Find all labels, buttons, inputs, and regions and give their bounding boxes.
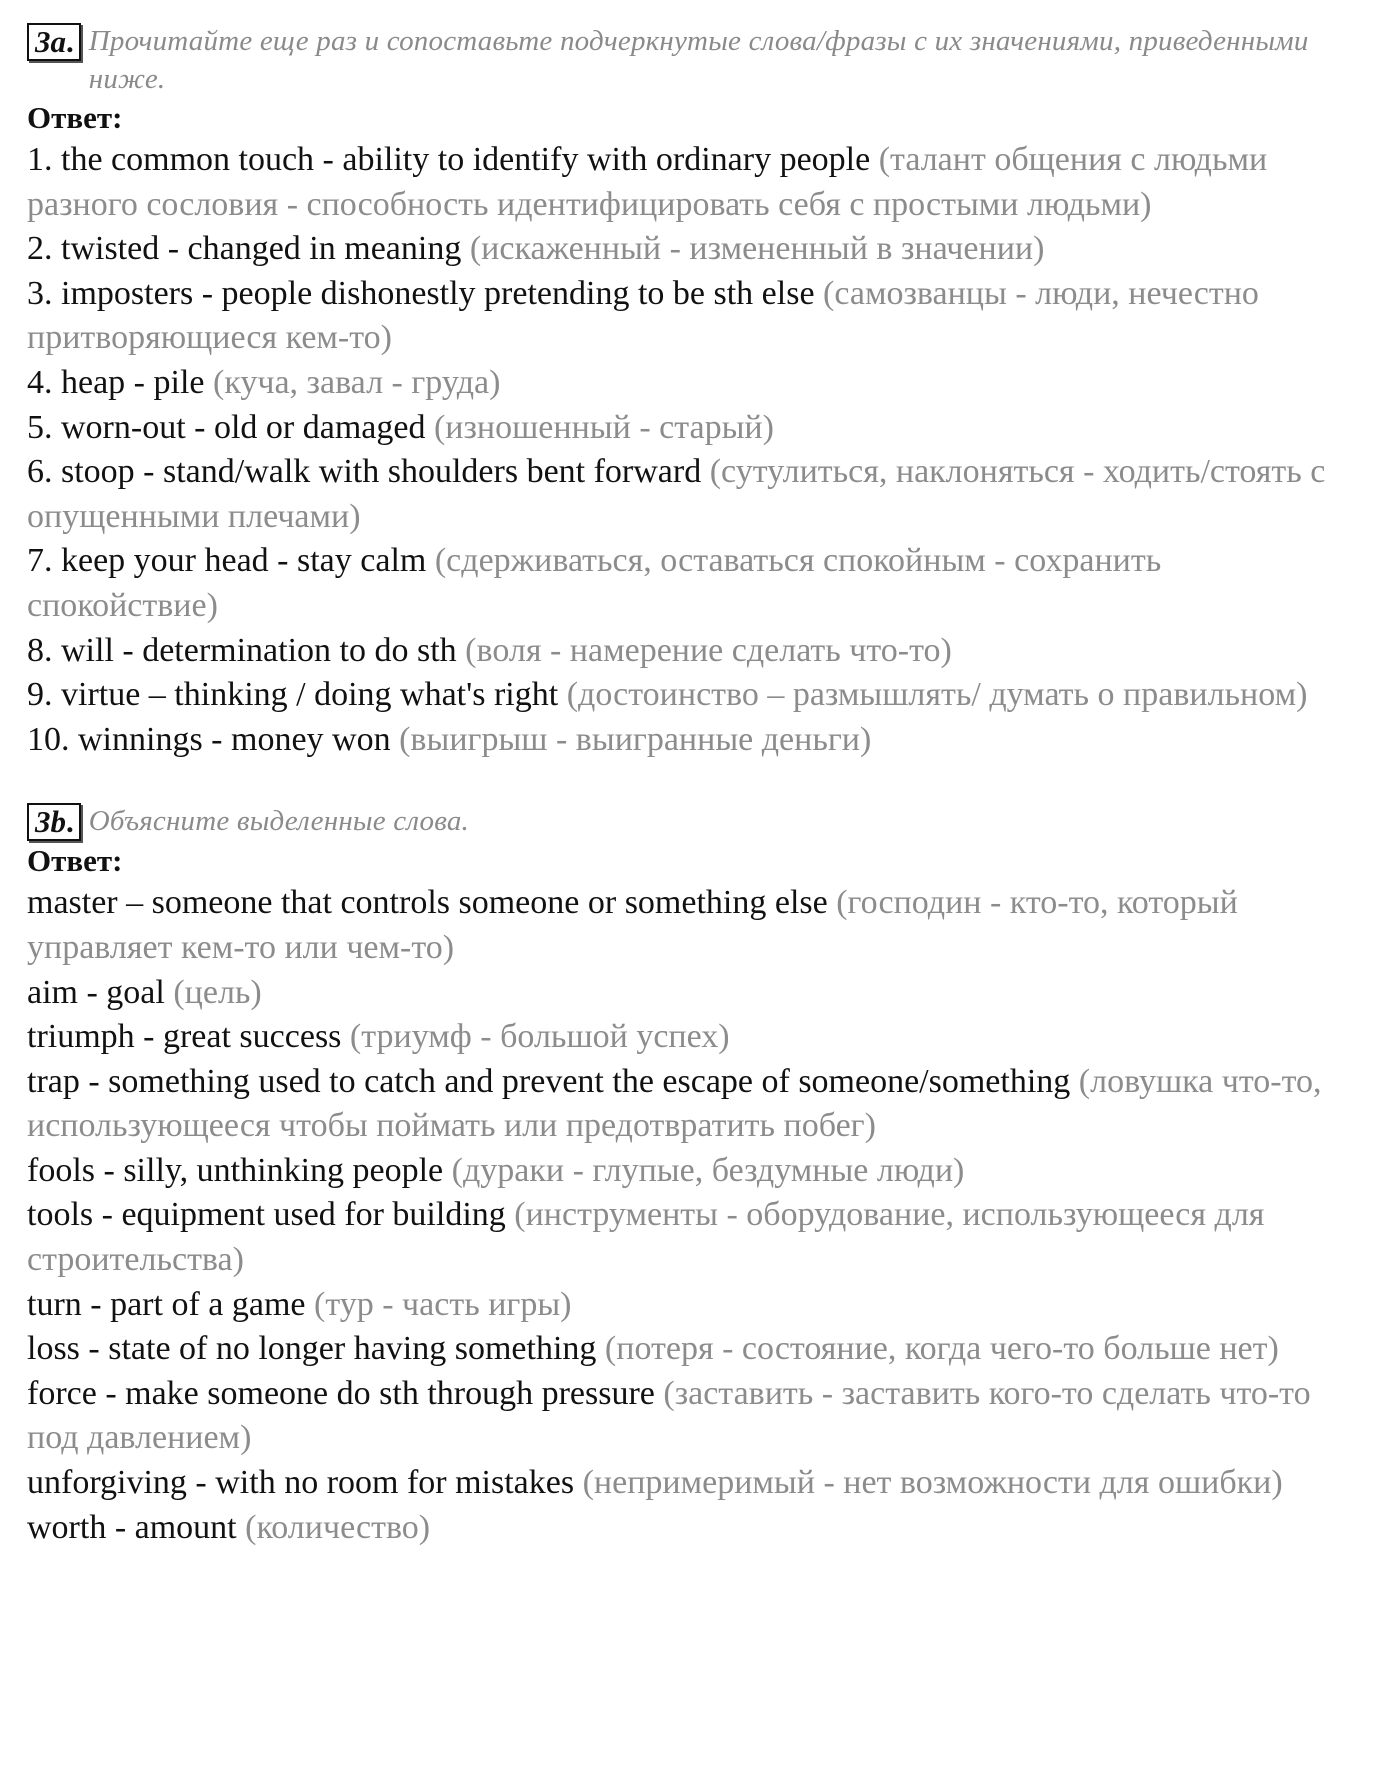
answer-item: [27, 1327, 1357, 1372]
answer-russian: (триумф - большой успех): [349, 1018, 730, 1056]
answer-english: 1. the common touch - ability to identify with ordinary people: [27, 141, 871, 178]
answer-russian: (талант общения с людьми разного сословия - способность идентифицировать себя с простыми людьми): [27, 141, 1268, 223]
exercise-number-badge: 3b.: [27, 803, 81, 841]
answer-item: [27, 450, 1357, 539]
answer-english: 4. heap - pile: [27, 363, 205, 401]
answer-russian: (господин - кто-то, который управляет кем-то или чем-то): [27, 884, 1238, 966]
answer-item: [27, 1060, 1357, 1149]
task-instruction: Прочитайте еще раз и сопоставьте подчеркнутые слова/фразы с их значениями, приведенными ниже.: [88, 25, 1309, 95]
answer-english: aim - goal: [27, 973, 165, 1011]
answer-item: [27, 1193, 1357, 1282]
answer-item: [27, 1506, 1357, 1551]
answer-russian: (достоинство – размышлять/ думать о правильном): [566, 676, 1308, 714]
answer-item: [27, 272, 1357, 361]
answer-item: [27, 673, 1357, 718]
answer-item: [27, 1372, 1357, 1461]
task-instruction: Объясните выделенные слова.: [88, 805, 469, 838]
answer-russian: (ловушка что-то, использующееся чтобы поймать или предотвратить побег): [27, 1062, 1322, 1145]
section-3a: [27, 22, 1357, 762]
answer-russian: (сдерживаться, оставаться спокойным - сохранить спокойствие): [27, 542, 1162, 624]
answer-item: [27, 1461, 1357, 1506]
answer-english: worth - amount: [27, 1508, 237, 1546]
answer-russian: (сутулиться, наклоняться - ходить/стоять с опущенными плечами): [27, 453, 1326, 535]
answer-russian: (искаженный - измененный в значении): [469, 230, 1045, 268]
answer-russian: (дураки - глупые, бездумные люди): [451, 1151, 965, 1189]
section-3a-header: [27, 22, 1357, 98]
answer-russian: (заставить - заставить кого-то сделать что-то под давлением): [27, 1374, 1311, 1457]
answer-list: [27, 138, 1357, 762]
exercise-number: 3a: [35, 24, 66, 59]
section-3b-header: [27, 802, 1357, 841]
answer-list: [27, 881, 1357, 1550]
answer-russian: (выигрыш - выигранные деньги): [399, 720, 872, 758]
answer-item: [27, 406, 1357, 451]
answer-russian: (самозванцы - люди, нечестно притворяющиеся кем-то): [27, 274, 1259, 357]
answer-english: force - make someone do sth through pressure: [27, 1374, 655, 1412]
answer-russian: (воля - намерение сделать что-то): [465, 631, 952, 669]
answer-item: [27, 138, 1357, 227]
exercise-number-badge: 3a.: [27, 23, 81, 61]
answer-english: loss - state of no longer having something: [27, 1330, 597, 1368]
answer-english: tools - equipment used for building: [27, 1196, 506, 1234]
section-3b: [27, 802, 1357, 1550]
answer-item: [27, 227, 1357, 272]
answer-item: [27, 971, 1357, 1016]
answer-item: [27, 1283, 1357, 1328]
answer-item: [27, 1015, 1357, 1060]
answer-english: 6. stoop - stand/walk with shoulders bent forward: [27, 453, 702, 491]
answer-english: turn - part of a game: [27, 1285, 306, 1323]
answer-russian: (тур - часть игры): [314, 1285, 572, 1323]
answer-english: 3. imposters - people dishonestly pretending to be sth else: [27, 274, 815, 312]
answer-english: 8. will - determination to do sth: [27, 631, 457, 669]
answer-russian: (изношенный - старый): [433, 408, 774, 446]
answer-russian: (инструменты - оборудование, использующееся для строительства): [27, 1196, 1265, 1279]
answer-item: [27, 629, 1357, 674]
answer-label: Ответ:: [27, 843, 123, 879]
answer-english: 7. keep your head - stay calm: [27, 542, 427, 580]
exercise-number: 3b: [35, 804, 66, 840]
answer-russian: (количество): [245, 1508, 431, 1546]
answer-russian: (непримеримый - нет возможности для ошибки): [582, 1464, 1283, 1502]
answer-item: [27, 361, 1357, 406]
answer-item: [27, 1149, 1357, 1194]
section-spacer: [27, 762, 1357, 802]
answer-russian: (куча, завал - груда): [213, 363, 501, 401]
answer-item: [27, 539, 1357, 628]
answer-label: Ответ:: [27, 100, 123, 135]
document-page: [27, 22, 1357, 1550]
answer-english: 5. worn-out - old or damaged: [27, 408, 426, 446]
answer-english: fools - silly, unthinking people: [27, 1151, 444, 1189]
answer-english: 10. winnings - money won: [27, 720, 391, 758]
answer-russian: (потеря - состояние, когда чего-то больше нет): [604, 1330, 1279, 1368]
answer-english: unforgiving - with no room for mistakes: [27, 1464, 575, 1502]
answer-item: [27, 718, 1357, 763]
answer-russian: (цель): [173, 973, 262, 1011]
answer-english: 9. virtue – thinking / doing what's right: [27, 676, 559, 714]
answer-item: [27, 881, 1357, 970]
answer-english: trap - something used to catch and prevent the escape of someone/something: [27, 1062, 1071, 1100]
answer-english: master – someone that controls someone or something else: [27, 884, 828, 922]
answer-english: triumph - great success: [27, 1018, 342, 1056]
answer-english: 2. twisted - changed in meaning: [27, 230, 462, 268]
